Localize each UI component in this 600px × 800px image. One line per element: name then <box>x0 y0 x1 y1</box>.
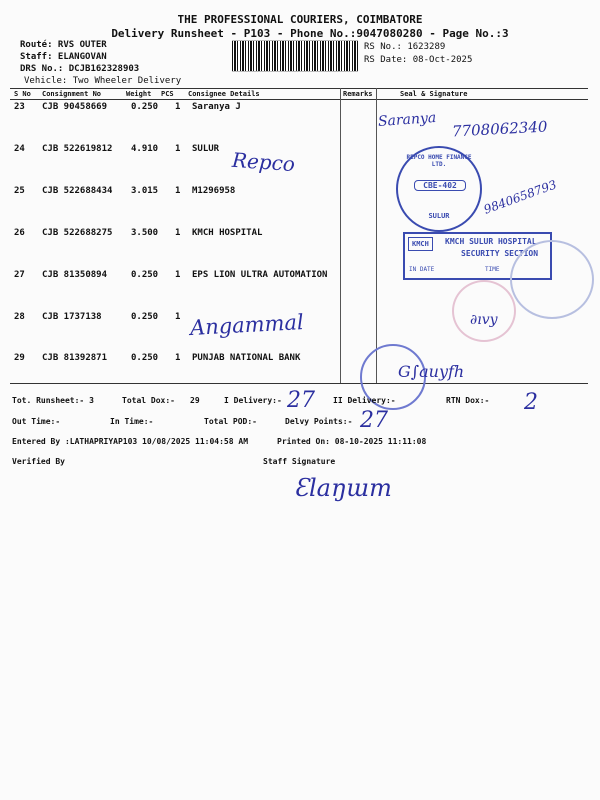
repco-stamp-code: CBE-402 <box>414 180 466 191</box>
col-remarks: Remarks <box>343 90 373 98</box>
i-delivery-value: 27 <box>287 388 315 413</box>
delvy-points-label: Delvy Points:- <box>285 417 353 426</box>
row-consignment: CJB 522688434 <box>42 186 113 196</box>
row-weight: 0.250 <box>131 353 159 363</box>
row-weight: 3.015 <box>131 186 159 196</box>
company-title: THE PROFESSIONAL COURIERS, COIMBATORE <box>177 13 423 26</box>
col-seal: Seal & Signature <box>400 90 468 98</box>
remarks-divider <box>340 88 341 383</box>
i-delivery-label: I Delivery:- <box>224 396 282 405</box>
out-time-label: Out Time:- <box>12 417 61 426</box>
row-consignment: CJB 81350894 <box>42 270 108 280</box>
row-consignment: CJB 522619812 <box>42 144 113 154</box>
row-pcs: 1 <box>175 186 181 196</box>
row-weight: 3.500 <box>131 228 159 238</box>
tot-runsheet: Tot. Runsheet:- 3 <box>12 396 94 405</box>
row-pcs: 1 <box>175 353 181 363</box>
printed-on: Printed On: 08-10-2025 11:11:08 <box>277 437 427 446</box>
kmch-stamp-title: KMCH SULUR HOSPITAL <box>445 237 537 246</box>
row-consignee: M1296958 <box>192 186 236 196</box>
seal-divider <box>376 88 377 383</box>
rs-date: RS Date: 08-Oct-2025 <box>364 55 473 65</box>
faint-pink-stamp <box>452 280 516 342</box>
row-consignment: CJB 522688275 <box>42 228 113 238</box>
row-sno: 27 <box>14 270 25 280</box>
row28-handwritten-name: Angammal <box>189 310 305 340</box>
entered-by: Entered By :LATHAPRIYAP103 10/08/2025 11:04:58 AM <box>12 437 249 446</box>
staff-signature-label: Staff Signature <box>263 457 336 466</box>
row-consignment: CJB 81392871 <box>42 353 108 363</box>
row23-phone: 7708062340 <box>451 117 548 141</box>
row-consignment: CJB 1737138 <box>42 312 102 322</box>
rtn-dox-label: RTN Dox:- <box>446 396 490 405</box>
drs-number: DRS No.: DCJB162328903 <box>20 64 140 74</box>
row-sno: 25 <box>14 186 25 196</box>
total-dox-value: 29 <box>190 396 200 405</box>
row-weight: 0.250 <box>131 102 159 112</box>
faint-circular-stamp <box>510 240 594 319</box>
col-sno: S No <box>14 90 31 98</box>
row-sno: 24 <box>14 144 25 154</box>
col-consignment: Consignment No <box>42 90 102 98</box>
kmch-stamp-indate: IN DATE <box>409 266 435 273</box>
rtn-dox-value: 2 <box>524 390 538 415</box>
row-pcs: 1 <box>175 228 181 238</box>
row28-signature-mark: ∂ıvy <box>470 312 498 328</box>
table-header-rule <box>10 99 588 100</box>
kmch-stamp-sub: SECURITY SECTION <box>461 249 539 258</box>
vehicle-label: Vehicle: Two Wheeler Delivery <box>24 76 182 86</box>
row-sno: 29 <box>14 353 25 363</box>
row-pcs: 1 <box>175 102 181 112</box>
row25-phone: 9840658793 <box>481 177 559 217</box>
total-dox-label: Total Dox:- <box>122 396 175 405</box>
row-weight: 4.910 <box>131 144 159 154</box>
row-weight: 0.250 <box>131 270 159 280</box>
delvy-points-value: 27 <box>360 408 388 433</box>
row-pcs: 1 <box>175 312 181 322</box>
col-pcs: PCS <box>161 90 174 98</box>
kmch-stamp-time: TIME <box>485 266 500 273</box>
col-weight: Weight <box>126 90 152 98</box>
staff-label: Staff: ELANGOVAN <box>20 52 107 62</box>
row24-handwritten-name: Repco <box>231 147 296 177</box>
row-weight: 0.250 <box>131 312 159 322</box>
in-time-label: In Time:- <box>110 417 154 426</box>
col-consignee: Consignee Details <box>188 90 260 98</box>
repco-stamp <box>396 146 482 232</box>
repco-stamp-top: REPCO HOME FINANCE LTD. <box>406 154 472 168</box>
row29-signature-mark: G∫auyfh <box>398 362 465 381</box>
route-label: Routé: RVS OUTER <box>20 40 107 50</box>
staff-signature-mark: Ɛlaŋɯm <box>294 474 392 502</box>
row-consignment: CJB 90458669 <box>42 102 108 112</box>
rs-number: RS No.: 1623289 <box>364 42 446 52</box>
row-pcs: 1 <box>175 270 181 280</box>
repco-stamp-bottom: SULUR <box>428 212 450 220</box>
row-sno: 28 <box>14 312 25 322</box>
row-pcs: 1 <box>175 144 181 154</box>
verified-by-label: Verified By <box>12 457 65 466</box>
row-consignee: Saranya J <box>192 102 241 112</box>
row-consignee: EPS LION ULTRA AUTOMATION <box>192 270 328 280</box>
kmch-logo: KMCH <box>408 237 433 251</box>
runsheet-title: Delivery Runsheet - P103 - Phone No.:9047080280 - Page No.:3 <box>111 27 509 40</box>
row-sno: 23 <box>14 102 25 112</box>
ii-delivery-label: II Delivery:- <box>333 396 396 405</box>
row-sno: 26 <box>14 228 25 238</box>
total-pod-label: Total POD:- <box>204 417 257 426</box>
row23-signature: Saranya <box>377 109 437 131</box>
table-bottom-rule <box>10 383 588 384</box>
row-consignee: SULUR <box>192 144 220 154</box>
table-top-rule <box>10 88 588 89</box>
row-consignee: PUNJAB NATIONAL BANK <box>192 353 301 363</box>
row-consignee: KMCH HOSPITAL <box>192 228 263 238</box>
barcode <box>232 40 358 72</box>
